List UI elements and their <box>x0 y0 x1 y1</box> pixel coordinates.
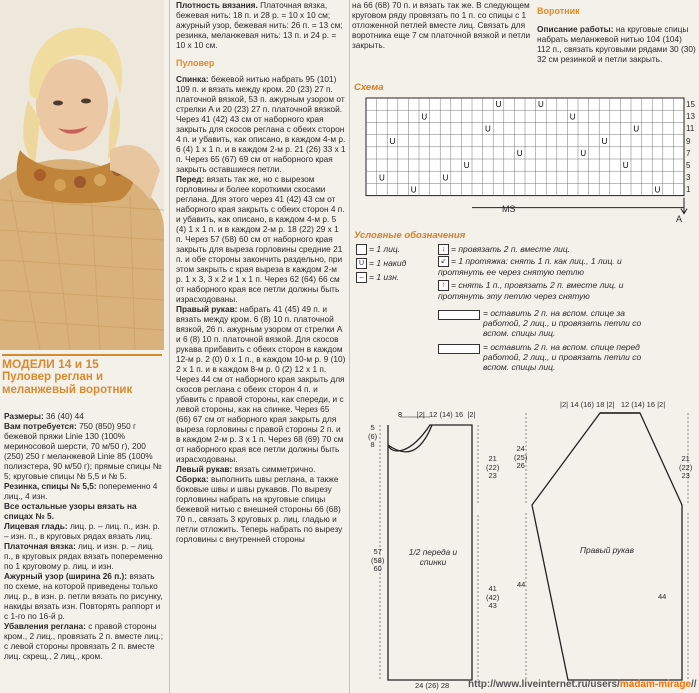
para-garter: Платочная вязка: лиц. и изн. р. – лиц. п., в круговых рядах вязать попеременно по 1 круговому р. лиц. и изн. <box>4 541 163 571</box>
para-sizes: Размеры: 36 (40) 44 <box>4 411 84 421</box>
stitch-chart <box>352 82 697 231</box>
legend-item: ↑ = снять 1 п., провязать 2 п. вместе лиц. и протянуть эту петлю через снятую <box>438 280 624 302</box>
chart-symbol: U <box>463 161 470 171</box>
header-rule <box>2 354 162 356</box>
legend-title: Условные обозначения <box>354 230 466 241</box>
sleeve-right-upper-dim: 21 (22) 23 <box>679 454 693 480</box>
para-front: Перед: вязать так же, но с вырезом горловины и более короткими скосами реглана. Для этого через 41 (42) 43 см от наборного края закрыть с обеих сторон 4 п. и убавить, как описано, в каждом 4-м р. 5 (4) 1 х 1 п. и в каждом 2-м р. 18 (22) 29 х 1 п. Через 57 (58) 60 см от наборного края закрыть для выреза горловины средние 21 п. и обе стороны закончить раздельно, при этом закрыть с края выреза в каждом 2-м р. 1 х 3, 3 х 2 и 1 х 1 п. Через 62 (64) 66 см от наборного края все петли должны быть израсходованы. <box>176 174 345 304</box>
sleeve-right-lower-dim: 44 <box>658 592 667 601</box>
para-stockinette: Лицевая гладь: лиц. р. – лиц. п., изн. р. – изн. п., в круговых рядах вязать лиц. <box>4 521 160 541</box>
para-assembly: Сборка: выполнить швы реглана, а также боковые швы и швы рукавов. По вырезу горловины набрать на круговые спицы бежевой нитью с внешней стороны 66 (68) 70 п., связать 3 круговых р. лиц. гладью и петли отложить. Теперь набрать по вырезу горловины с внутренней стороны <box>176 474 343 544</box>
instructions-column <box>176 0 346 544</box>
chart-symbol: U <box>421 112 428 122</box>
body-left-small: 5 (6) 8 <box>368 423 378 449</box>
pullover-heading: Пуловер <box>176 58 215 68</box>
legend-item: = оставить 2 п. на вспом. спице перед работой, 2 лиц., и провязать петли со вспом. спицы лиц. <box>438 342 648 372</box>
model-subtitle: Пуловер реглан и меланжевый воротник <box>2 371 133 396</box>
sleeve-top-dim: |2| 14 (16) 18 |2| 12 (14) 16 |2| <box>560 400 666 409</box>
chart-symbol: U <box>485 124 491 134</box>
body-label: 1/2 переда и спинки <box>408 547 458 567</box>
para-back: Спинка: бежевой нитью набрать 95 (101) 109 п. и вязать между кром. 20 (23) 27 п. платочной вязкой, 53 п. ажурным узором от стрелки A и 20 (23) 27 п. платочной вязкой. Через 41 (42) 43 см от наборного края закрыть для скосов реглана с обеих сторон 4 п. и убавить, как описано, в каждом 4-м р. 6 (4) 1 х 1 п. и в каждом 2-м р. 21 (26) 33 х 1 п. Через 65 (67) 69 см от наборного края закрыть оставшиеся петли. <box>176 74 346 174</box>
chart-symbol: U <box>379 173 385 183</box>
chart-symbol: U <box>633 124 640 134</box>
legend-item: = 1 лиц. <box>356 244 426 255</box>
chart-symbol: U <box>516 149 523 158</box>
para-raglan: Убавления реглана: с правой стороны кром., 2 лиц., провязать 2 п. вместе лиц.; с левой стороны провязать 2 п. вместе лиц. скрещ., 2 лиц., кром. <box>4 621 164 661</box>
para-right-sleeve: Правый рукав: набрать 41 (45) 49 п. и вязать между кром. 6 (8) 10 п. платочной вязкой, 26 п. ажурным узором от стрелки A и 6 (8) 10 п. платочной вязкой. Для скосов рукава прибавить с обеих сторон в каждом 12-м р. 2 (0) 0 х 1 п., в каждом 10-м р. 9 (10) 2 х 1 п. и в каждом 8-м р. 0 (2) 12 х 1 п. Через 44 см от наборного края закрыть для скосов реглана с обеих сторон 4 п. и убавить с правой стороны, как спереди, и с левой стороны, как на спинке. Через 65 (66) 67 см от наборного края закрыть для выреза горловины с правой стороны 2 п. и в каждом 2-м р. 3 х 1 п. Через 68 (69) 70 см от наборного края все петли должны быть израсходованы. <box>176 304 346 464</box>
model-title: МОДЕЛИ 14 и 15 <box>2 357 99 371</box>
column-divider <box>169 0 170 693</box>
chart-symbol: U <box>622 161 629 171</box>
legend-item: – = 1 изн. <box>356 272 426 283</box>
legend-item: U = 1 накид <box>356 258 426 269</box>
materials-column <box>4 411 164 661</box>
collar-column <box>537 0 697 64</box>
sleeve-label: Правый рукав <box>580 545 634 555</box>
chart-title: Схема <box>354 82 384 93</box>
sleeve-left-lower-dim: 44 <box>517 580 526 589</box>
body-bottom-dim: 24 (26) 28 <box>415 681 450 690</box>
chart-legend <box>352 230 697 380</box>
para-materials: Вам потребуется: 750 (850) 950 г бежевой пряжи Linie 130 (100% мериносовой шерсти, 70 м/50 г), 200 (250) 250 г меланжевой Linie 85 (100% полиэстера, 90 м/50 г); прямые спицы № 5; круговые спицы № 5,5 и № 5. <box>4 421 162 481</box>
body-right-upper-dim: 21 (22) 23 <box>486 454 500 480</box>
chart-symbol: U <box>442 173 449 183</box>
watermark: http://www.liveinternet.ru/users/madam-mirage// <box>468 679 697 690</box>
para-rib: Резинка, спицы № 5,5: попеременно 4 лиц., 4 изн. <box>4 481 158 501</box>
body-top-dim: 8 |2| 12 (14) 16 |2| <box>398 410 476 419</box>
body-left-dim: 57 (58) 60 <box>371 547 385 573</box>
chart-symbol: U <box>538 100 544 110</box>
assembly-continued: на 66 (68) 70 п. и вязать так же. В следующем круговом ряду провязать по 1 п. со спицы с 1 отложенной петлей вместе лиц. Связать для воротника еще 7 см платочной вязкой и петли закрыть. <box>352 0 531 50</box>
chart-symbol: U <box>389 136 396 146</box>
chart-symbol: U <box>580 149 587 158</box>
cable-back-icon <box>438 310 480 320</box>
chart-symbol: U <box>569 112 576 122</box>
sleeve-left-upper-dim: 24 (25) 26 <box>514 444 528 470</box>
chart-grid <box>352 96 697 231</box>
model-header <box>2 354 162 396</box>
chart-symbol: U <box>601 136 608 146</box>
ms-label: MS <box>502 204 516 214</box>
model-photo <box>0 0 164 350</box>
row-numbers: 15 13 11 9 7 5 3 1 <box>686 100 695 195</box>
chart-symbol: U <box>410 185 417 195</box>
legend-item: = оставить 2 п. на вспом. спице за работой, 2 лиц., и провязать петли со вспом. спицы лиц. <box>438 308 648 338</box>
arrow-a <box>681 198 687 214</box>
chart-symbol: U <box>654 185 661 195</box>
watermark-signature: madam-mirage <box>619 679 692 690</box>
collar-heading: Воротник <box>537 6 580 16</box>
para-collar: Описание работы: на круговые спицы набрать меланжевой нитью 104 (104) 112 п., связать круговыми рядами 30 (30) 32 см резинкой и петли закрыть. <box>537 24 696 64</box>
legend-item: ↓ = провязать 2 п. вместе лиц. <box>438 244 678 255</box>
body-right-lower-dim: 41 (42) 43 <box>486 584 500 610</box>
arrow-a-label: A <box>676 214 683 224</box>
chart-symbol: U <box>495 100 502 110</box>
para-left-sleeve: Левый рукав: вязать симметрично. <box>176 464 316 474</box>
legend-item: ↙ = 1 протяжка: снять 1 п. как лиц., 1 лиц. и протянуть ее через снятую петлю <box>438 256 622 278</box>
para-other: Все остальные узоры вязать на спицах № 5. <box>4 501 137 521</box>
cable-front-icon <box>438 344 480 354</box>
para-gauge: Плотность вязания. Платочная вязка, бежевая нить: 18 п. и 28 р. = 10 х 10 см; ажурный узор, бежевая нить: 26 п. = 13 см; резинка, меланжевая нить: 13 п. и 24 р. = 10 х 10 см. <box>176 0 343 50</box>
para-lace: Ажурный узор (ширина 26 п.): вязать по схеме, на которой приведены только лиц. р., в изн. р. петли вязать по рисунку, накиды вязать изн. Повторять раппорт и с 1-го по 16-й р. <box>4 571 163 621</box>
schematics <box>350 395 699 693</box>
